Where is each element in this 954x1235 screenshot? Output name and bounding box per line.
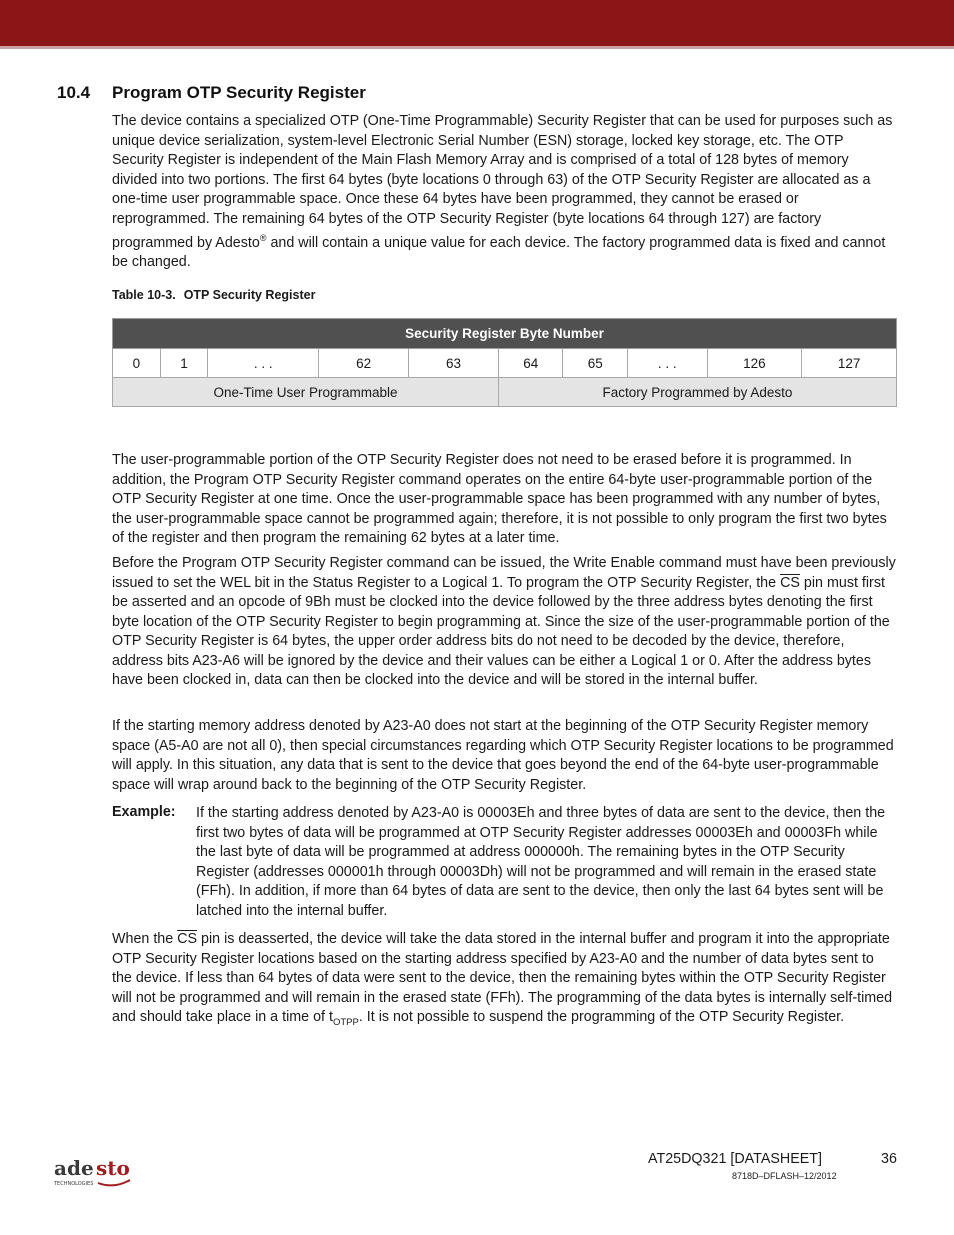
adesto-logo xyxy=(54,1156,136,1188)
paragraph-5 xyxy=(112,930,897,1032)
paragraph-5-text-c: . It is not possible to suspend the programming of the OTP Security Register. xyxy=(358,1009,845,1025)
example-text: If the starting address denoted by A23-A0 is 00003Eh and three bytes of data are sent to the device, then the first two bytes of data will be programmed at OTP Security Register addresses 00003Eh and 00003Fh while the last byte of data will be programmed at address 000000h. The remaining bytes in the OTP Security Register (addresses 000001h through 00003Dh) will not be programmed and will remain in the erased state (FFh). In addition, if more than 64 bytes of data are sent to the device, then only the last 64 bytes sent will be latched into the internal buffer. xyxy=(196,805,886,919)
table-caption-title: OTP Security Register xyxy=(183,288,316,302)
header-divider xyxy=(0,46,954,49)
paragraph-5-text-b: pin is deasserted, the device will take the data stored in the internal buffer and program it into the appropriate OTP Security Register locations based on the starting address specified by A23-A0 and the number of data bytes sent to the device. If less than 64 bytes of data were sent to the device, then the remaining bytes within the OTP Security Register will not be programmed and will remain in the erased state (FFh). The programming of the data bytes is internally self-timed and should take place in a time of t xyxy=(112,931,893,1025)
factory-programmed-cell: Factory Programmed by Adesto xyxy=(498,378,896,407)
byte-cell: . . . xyxy=(208,349,319,378)
paragraph-2: The user-programmable portion of the OTP Security Register does not need to be erased before it is programmed. In addition, the Program OTP Security Register command operates on the entire 64-byte user-programmable portion of the OTP Security Register at one time. Once the user-programmable space has been programmed with any number of bytes, the user-programmable space cannot be programmed again; therefore, it is not possible to only program the first two bytes of the register and then program the remaining 62 bytes at a later time. xyxy=(112,452,887,546)
svg-text:TECHNOLOGIES: TECHNOLOGIES xyxy=(54,1181,94,1187)
intro-paragraph xyxy=(112,112,897,273)
footer-page-number: 36 xyxy=(881,1151,897,1167)
intro-text-a: The device contains a specialized OTP (One-Time Programmable) Security Register that can be used for purposes such as unique device serialization, system-level Electronic Serial Number (ESN) storage, locked key storage, etc. The OTP Security Register is independent of the Main Flash Memory Array and is comprised of a total of 128 bytes of memory divided into two portions. The first 64 bytes (byte locations 0 through 63) of the OTP Security Register are allocated as a one-time user programmable space. Once these 64 bytes have been programmed, they cannot be erased or reprogrammed. The remaining 64 bytes of the OTP Security Register (byte locations 64 through 127) are factory programmed by Adesto xyxy=(112,113,893,251)
user-programmable-cell: One-Time User Programmable xyxy=(113,378,499,407)
svg-text:sto: sto xyxy=(96,1156,130,1180)
byte-cell: 126 xyxy=(707,349,802,378)
table-header: Security Register Byte Number xyxy=(113,319,897,349)
section-title: Program OTP Security Register xyxy=(112,83,366,102)
byte-cell: 0 xyxy=(113,349,161,378)
footer-doc-title: AT25DQ321 [DATASHEET] xyxy=(648,1151,822,1167)
paragraph-3 xyxy=(112,554,897,691)
portion-row xyxy=(113,378,897,407)
paragraph-3-text-a: Before the Program OTP Security Register command can be issued, the Write Enable command must have been previously issued to set the WEL bit in the Status Register to a Logical 1. To program the OTP Security Register, the xyxy=(112,555,896,591)
table-header-row xyxy=(113,319,897,349)
example-label: Example: xyxy=(112,804,176,820)
otpp-subscript: OTPP xyxy=(332,1016,359,1028)
byte-cell: 65 xyxy=(563,349,628,378)
registered-mark: ® xyxy=(259,233,267,243)
table-caption xyxy=(112,288,315,302)
cs-signal: $\overline{CS}$ xyxy=(780,574,800,591)
byte-number-row xyxy=(113,349,897,378)
byte-cell: 1 xyxy=(160,349,208,378)
byte-cell: 127 xyxy=(802,349,897,378)
footer-doc-code: 8718D–DFLASH–12/2012 xyxy=(732,1171,837,1181)
paragraph-4: If the starting memory address denoted by A23-A0 does not start at the beginning of the OTP Security Register memory space (A5-A0 are not all 0), then special circumstances regarding which OTP Security Register locations to be programmed will apply. In this situation, any data that is sent to the device that goes beyond the end of the 64-byte user-programmable space will wrap around back to the beginning of the OTP Security Register. xyxy=(112,718,894,793)
table-caption-label: Table 10-3. xyxy=(112,288,176,302)
svg-text:ade: ade xyxy=(54,1156,94,1180)
paragraph-3-text-b: pin must first be asserted and an opcode of 9Bh must be clocked into the device followed by the three address bytes denoting the first byte location of the OTP Security Register to begin programming at. Since the size of the user-programmable portion of the OTP Security Register is 64 bytes, the upper order address bits do not need to be decoded by the device, therefore, address bits A23-A6 will be ignored by the device and their values can be either a Logical 1 or 0. After the address bytes have been clocked in, data can then be clocked into the device and will be stored in the internal buffer. xyxy=(112,574,890,688)
byte-cell: 63 xyxy=(409,349,499,378)
intro-text-b: and will contain a unique value for each device. The factory programmed data is fixed and cannot be changed. xyxy=(112,234,886,271)
paragraph-5-text-a: When the xyxy=(112,931,178,947)
byte-cell: . . . xyxy=(627,349,707,378)
byte-cell: 64 xyxy=(498,349,563,378)
otp-security-register-table xyxy=(112,318,897,407)
section-heading xyxy=(57,83,366,103)
byte-cell: 62 xyxy=(319,349,409,378)
header-bar xyxy=(0,0,954,46)
section-number: 10.4 xyxy=(57,83,91,102)
cs-signal: $\overline{CS}$ xyxy=(177,931,198,947)
